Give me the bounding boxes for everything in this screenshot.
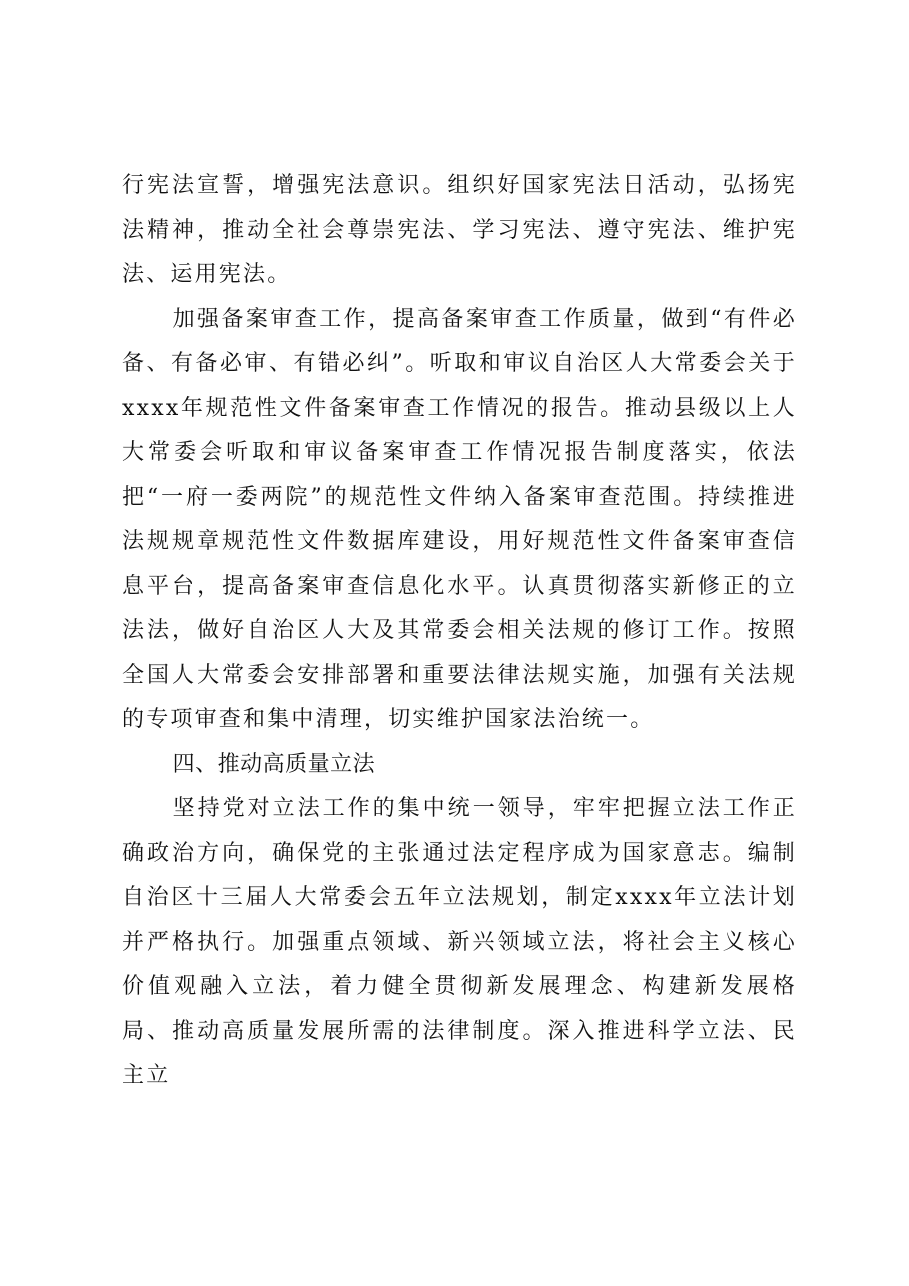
paragraph-filing-review: 加强备案审查工作，提高备案审查工作质量，做到“有件必备、有备必审、有错必纠”。听取和审议自治区人大常委会关于xxxx年规范性文件备案审查工作情况的报告。推动县级以上人大常委会听取和审议备案审查工作情况报告制度落实，依法把“一府一委两院”的规范性文件纳入备案审查范围。持续推进法规规章规范性文件数据库建设，用好规范性文件备案审查信息平台，提高备案审查信息化水平。认真贯彻落实新修正的立法法，做好自治区人大及其常委会相关法规的修订工作。按照全国人大常委会安排部署和重要法律法规实施，加强有关法规的专项审查和集中清理，切实维护国家法治统一。 xyxy=(122,306,797,732)
section-heading: 四、推动高质量立法 xyxy=(172,751,376,777)
paragraph-legislation: 坚持党对立法工作的集中统一领导，牢牢把握立法工作正确政治方向，确保党的主张通过法定程序成为国家意志。编制自治区十三届人大常委会五年立法规划，制定xxxx年立法计划并严格执行。加强重点领域、新兴领域立法，将社会主义核心价值观融入立法，着力健全贯彻新发展理念、构建新发展格局、推动高质量发展所需的法律制度。深入推进科学立法、民主立 xyxy=(122,796,797,1088)
paragraph-continuation: 行宪法宣誓，增强宪法意识。组织好国家宪法日活动，弘扬宪法精神，推动全社会尊崇宪法、学习宪法、遵守宪法、维护宪法、运用宪法。 xyxy=(122,173,797,287)
document-body xyxy=(122,164,797,1099)
